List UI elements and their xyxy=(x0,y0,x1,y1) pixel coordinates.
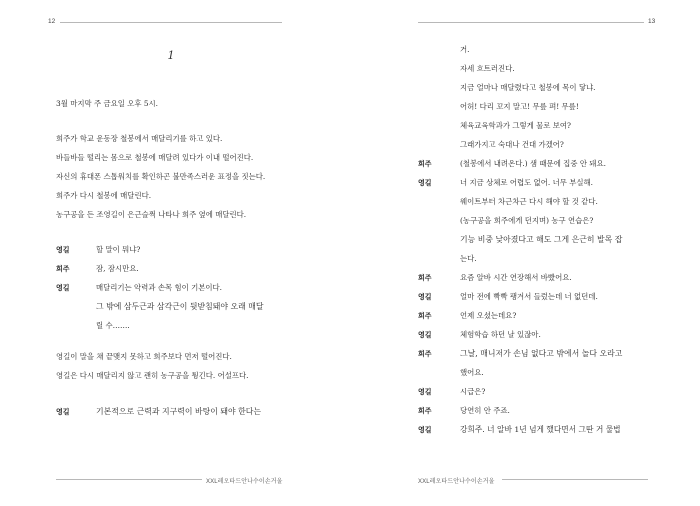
speaker-label: 영길 xyxy=(418,389,432,396)
dialogue-text: 시급은? xyxy=(460,387,486,396)
dialogue-text: 그 밖에 삼두근과 삼각근이 뒷받침돼야 오래 매달 xyxy=(96,302,264,311)
dialogue-text: 거. xyxy=(460,45,470,54)
dialogue-line xyxy=(418,159,432,170)
dialogue-text: 웨이트부터 차근차근 다시 해야 할 것 같다. xyxy=(460,197,598,206)
dialogue-text: 요즘 알바 시간 연장해서 바빴어요. xyxy=(460,273,572,282)
dialogue-text: 너 지금 상체로 어렵도 없어. 너무 부실해. xyxy=(460,178,594,187)
speaker-label: 희주 xyxy=(418,351,432,358)
speaker-label: 영길 xyxy=(56,409,70,416)
dialogue-text: 얼마 전에 빡빡 팽겨서 들렀는데 너 없던데. xyxy=(460,292,598,301)
dialogue-text: 했어요. xyxy=(460,368,484,377)
speaker-label: 희주 xyxy=(56,266,70,273)
dialogue-line xyxy=(418,311,432,322)
dialogue-text: 기능 비중 낮아졌다고 해도 그게 은근히 발목 잡 xyxy=(460,235,623,244)
speaker-label: 영길 xyxy=(418,427,432,434)
text-line: 바들바들 떨리는 몸으로 철봉에 매달려 있다가 이내 떨어진다. xyxy=(56,153,254,162)
speaker-label: 영길 xyxy=(56,247,70,254)
dialogue-text: 매달리기는 악력과 손목 힘이 기본이다. xyxy=(96,283,222,292)
text-line: 3월 마지막 주 금요일 오후 5시. xyxy=(56,99,159,108)
dialogue-text: 잠, 잠시만요. xyxy=(96,264,139,273)
dialogue-line xyxy=(418,273,432,284)
dialogue-line xyxy=(418,349,432,360)
dialogue-line xyxy=(418,406,432,417)
dialogue-text: 그래가지고 숙대나 건대 가겠어? xyxy=(460,140,564,149)
dialogue-line xyxy=(418,330,432,341)
text-line: 희주가 다시 철봉에 매달린다. xyxy=(56,191,152,200)
dialogue-line xyxy=(418,387,432,398)
dialogue-text: 강희주. 너 알바 1년 넘게 했다면서 그딴 거 물법 xyxy=(460,425,621,434)
left-page-number: 12 xyxy=(48,18,56,25)
right-header-rule xyxy=(418,22,644,23)
right-page-number: 13 xyxy=(648,18,656,25)
dialogue-text: 당연히 안 주죠. xyxy=(460,406,510,415)
dialogue-line xyxy=(56,283,70,294)
dialogue-text: (철봉에서 내려온다.) 샘 때문에 집중 안 돼요. xyxy=(460,159,606,168)
dialogue-text: 할 말이 뭐냐? xyxy=(96,245,141,254)
dialogue-line xyxy=(56,245,70,256)
dialogue-line xyxy=(418,178,432,189)
dialogue-text: 지금 얼마나 매달렸다고 철봉에 목이 닿냐. xyxy=(460,83,596,92)
dialogue-text: 어허! 다리 꼬지 말고! 무릎 펴! 무릎! xyxy=(460,102,579,111)
text-line: 희주가 학교 운동장 철봉에서 매달리기를 하고 있다. xyxy=(56,134,223,143)
chapter-mark: 1 xyxy=(167,49,175,62)
text-line: 영길은 다시 매달리지 않고 괜히 농구공을 튕긴다. 어설프다. xyxy=(56,371,249,380)
dialogue-text: 체험학습 하던 날 있잖아. xyxy=(460,330,541,339)
dialogue-text: 릴 수……. xyxy=(96,321,130,330)
dialogue-text: 자세 흐트러진다. xyxy=(460,64,515,73)
dialogue-text: 언제 오셨는데요? xyxy=(460,311,517,320)
dialogue-text: (농구공을 희주에게 던지며) 농구 연습은? xyxy=(460,216,594,225)
text-line: 자신의 휴대폰 스톱워치를 확인하곤 불만족스러운 표정을 짓는다. xyxy=(56,172,266,181)
speaker-label: 영길 xyxy=(56,285,70,292)
dialogue-text: 그날, 매니저가 손님 없다고 밖에서 놀다 오라고 xyxy=(460,349,623,358)
dialogue-line xyxy=(56,264,70,275)
dialogue-line xyxy=(418,425,432,436)
speaker-label: 영길 xyxy=(418,180,432,187)
left-footer-text: XXL레오타드안나수이손거울 xyxy=(206,479,283,485)
text-line: 영길이 말을 채 끝맺지 못하고 희주보다 먼저 떨어진다. xyxy=(56,352,232,361)
speaker-label: 희주 xyxy=(418,313,432,320)
text-line: 농구공을 든 조영길이 은근슬쩍 나타나 희주 옆에 매달린다. xyxy=(56,210,247,219)
right-footer-text: XXL레오타드안나수이손거울 xyxy=(418,479,495,485)
left-header-rule xyxy=(60,22,282,23)
left-footer-rule xyxy=(56,479,202,480)
speaker-label: 희주 xyxy=(418,161,432,168)
speaker-label: 희주 xyxy=(418,408,432,415)
right-footer-rule xyxy=(502,479,648,480)
dialogue-line xyxy=(418,292,432,303)
dialogue-line xyxy=(56,407,70,418)
dialogue-text: 는다. xyxy=(460,254,477,263)
dialogue-text: 기본적으로 근력과 지구력이 바탕이 돼야 한다는 xyxy=(96,407,261,416)
speaker-label: 영길 xyxy=(418,332,432,339)
speaker-label: 희주 xyxy=(418,275,432,282)
speaker-label: 영길 xyxy=(418,294,432,301)
dialogue-text: 체육교육학과가 그렇게 물로 보여? xyxy=(460,121,571,130)
